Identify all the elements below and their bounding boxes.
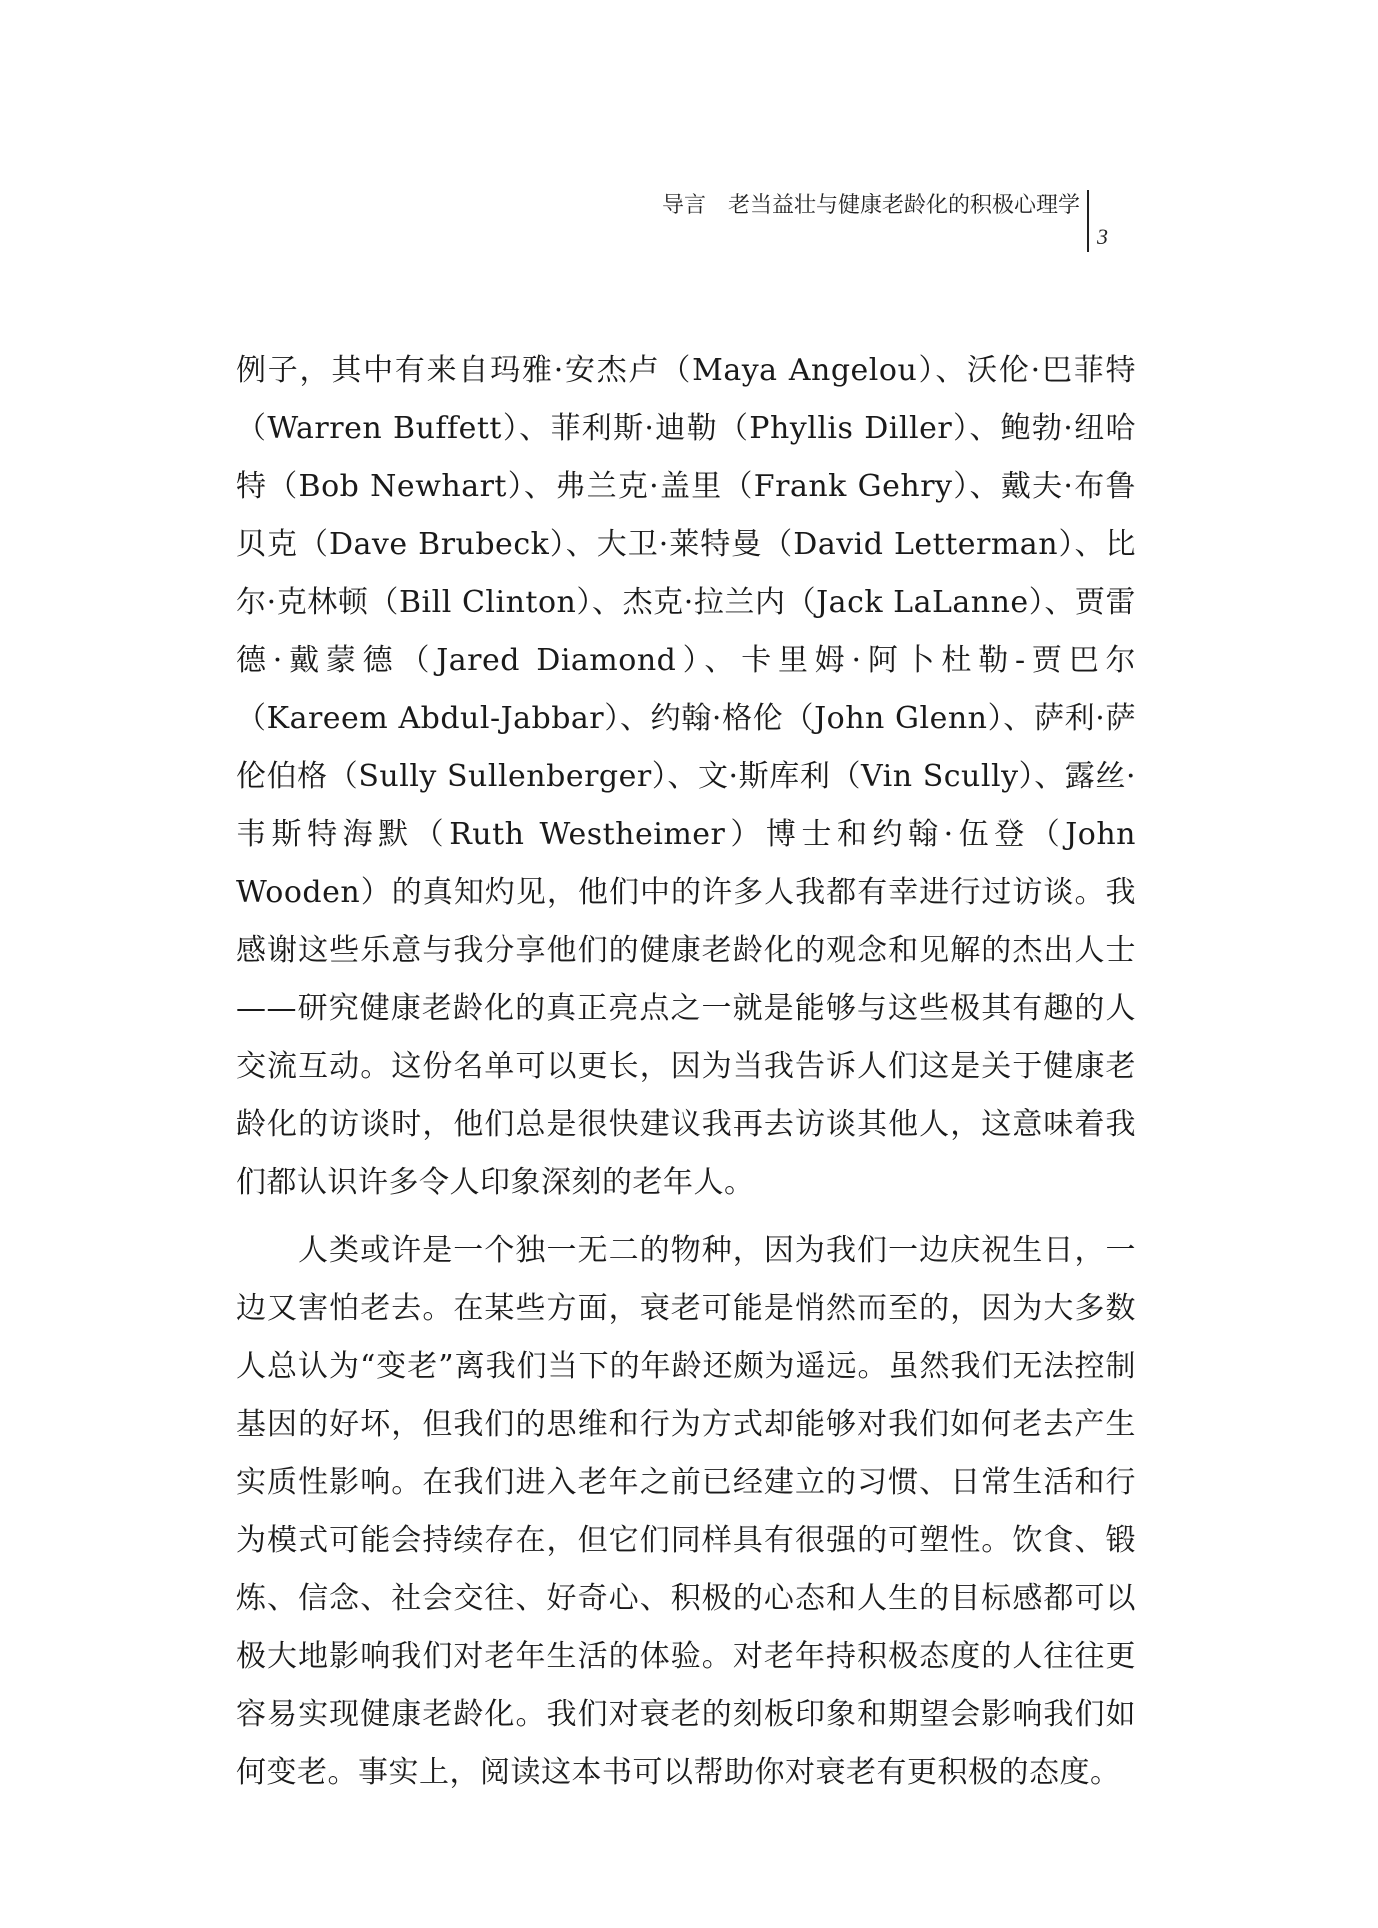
page-number: 3: [1097, 224, 1108, 249]
paragraph-2: 人类或许是一个独一无二的物种，因为我们一边庆祝生日，一边又害怕老去。在某些方面，衰老可能是悄然而至的，因为大多数人总认为“变老”离我们当下的年龄还颇为遥远。虽然我们无法控制基因的好坏，但我们的思维和行为方式却能够对我们如何老去产生实质性影响。在我们进入老年之前已经建立的习惯、日常生活和行为模式可能会持续存在，但它们同样具有很强的可塑性。饮食、锻炼、信念、社会交往、好奇心、积极的心态和人生的目标感都可以极大地影响我们对老年生活的体验。对老年持积极态度的人往往更容易实现健康老龄化。我们对衰老的刻板印象和期望会影响我们如何变老。事实上，阅读这本书可以帮助你对衰老有更积极的态度。: [236, 1233, 1136, 1790]
header-divider: [1087, 190, 1089, 252]
body-text: [236, 342, 1136, 1802]
paragraph-1: 例子，其中有来自玛雅·安杰卢（Maya Angelou）、沃伦·巴菲特（Warren Buffett）、菲利斯·迪勒（Phyllis Diller）、鲍勃·纽哈特（Bob Newhart）、弗兰克·盖里（Frank Gehry）、戴夫·布鲁贝克（Dave Brubeck）、大卫·莱特曼（David Letterman）、比尔·克林顿（Bill Clinton）、杰克·拉兰内（Jack LaLanne）、贾雷德·戴蒙德（Jared Diamond）、卡里姆·阿卜杜勒-贾巴尔（Kareem Abdul-Jabbar）、约翰·格伦（John Glenn）、萨利·萨伦伯格（Sully Sullenberger）、文·斯库利（Vin Scully）、露丝·韦斯特海默（Ruth Westheimer）博士和约翰·伍登（John Wooden）的真知灼见，他们中的许多人我都有幸进行过访谈。我感谢这些乐意与我分享他们的健康老龄化的观念和见解的杰出人士——研究健康老龄化的真正亮点之一就是能够与这些极其有趣的人交流互动。这份名单可以更长，因为当我告诉人们这是关于健康老龄化的访谈时，他们总是很快建议我再去访谈其他人，这意味着我们都认识许多令人印象深刻的老年人。: [236, 353, 1136, 1200]
running-header-title: 导言 老当益壮与健康老龄化的积极心理学: [661, 193, 1080, 218]
